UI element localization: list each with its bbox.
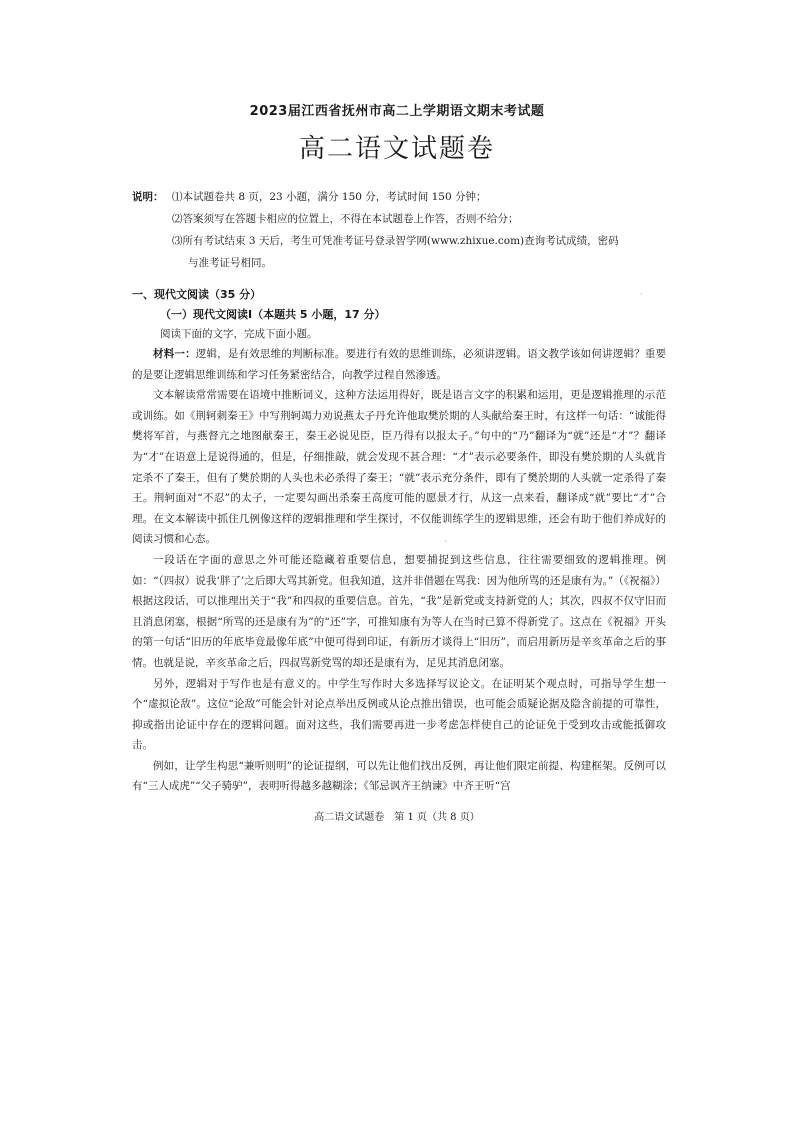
reading-instruction: 阅读下面的文字，完成下面小题。 [160,328,318,340]
passage-paragraph [132,344,666,385]
page-footer: 高二语文试题卷 第 1 页（共 8 页） [314,812,480,823]
paragraph-text: 逻辑，是有效思维的判断标准。要进行有效的思维训练，必须讲逻辑。语文教学该如何讲逻辑？重要的是要让逻辑思维训练和学习任务紧密结合，向教学过程自然渗透。 [132,348,667,381]
exam-header-title: 2023届江西省抚州市高二上学期语文期末考试题 [249,104,545,119]
passage-paragraph: 文本解读常常需要在语境中推断词义，这种方法运用得好，既是语言文字的积累和运用，更是逻辑推理的示范或训练。如《荆轲刺秦王》中写荆轲竭力劝说燕太子丹允许他取樊於期的人头献给秦王时，有这样一句话：“诚能得樊将军首，与燕督亢之地图献秦王，秦王必说见臣，臣乃得有以报太子。”句中的“乃”翻译为“就”还是“才”？翻译为“才”在语意上是说得通的，但是，仔细推敲，就会发现不甚合理：“才”表示必要条件，即没有樊於期的人头就肯定杀不了秦王，但有了樊於期的人头也未必杀得了秦王；“就”表示充分条件，即有了樊於期的人头就一定杀得了秦王。荆轲面对“不忍”的太子，一定要勾画出杀秦王高度可能的愿景才行，从这一点来看，翻译成“就”要比“才”合理。在文本解读中抓住几例像这样的逻辑推理和学生探讨，不仅能训练学生的逻辑思维，还会有助于他们养成好的阅读习惯和心态。 [132,389,666,546]
section-title: 一、现代文阅读（35 分） [132,288,262,301]
scan-speck: · [640,290,643,299]
instruction-item-1: ⑴本试题卷共 8 页，23 小题，满分 150 分，考试时间 150 分钟； [172,191,487,203]
instruction-item-2: ⑵答案须写在答题卡相应的位置上，不得在本试题卷上作答，否则不给分； [172,213,519,225]
paper-title: 高二语文试题卷 [298,134,495,164]
reading-passage [132,344,666,797]
instruction-item-3: ⑶所有考试结束 3 天后，考生可凭准考证号登录智学网(www.zhixue.com)查询考试成绩，密码 [172,235,619,247]
scan-speck: ` [444,540,448,549]
passage-paragraph: 另外，逻辑对于写作也是有意义的。中学生写作时大多选择写议论文。在证明某个观点时，可指导学生想一个“虚拟论敌”。这位“论敌”可能会针对论点举出反例或从论点推出错误，也可能会质疑论据及隐含前提的可靠性，抑或指出论证中存在的逻辑问题。面对这些，我们需要再进一步考虑怎样使自己的论证免于受到攻击或能抵御攻击。 [132,677,666,752]
material-label: 材料一： [153,348,196,360]
instruction-item-3-cont: 与准考证号相同。 [188,257,272,269]
instructions-block [132,186,672,274]
instruction-row [132,186,672,208]
subsection-title: （一）现代文阅读Ⅰ（本题共 5 小题，17 分） [160,308,386,321]
instructions-lead: 说明： [132,191,164,203]
passage-paragraph: 例如，让学生构思“兼听则明”的论证提纲，可以先让他们找出反例，再让他们限定前提、构建框架。反例可以有“三人成虎”“父子骑驴”，表明听得越多越糊涂；《邹忌讽齐王纳谏》中齐王听“宫 [132,759,666,793]
passage-paragraph: 一段话在字面的意思之外可能还隐藏着重要信息，想要捕捉到这些信息，往往需要细致的逻辑推理。例如：“（四叔）说我‘胖了’之后即大骂其新党。但我知道，这并非借题在骂我：因为他所骂的还是康有为。”（《祝福》）根据这段话，可以推理出关于“我”和四叔的重要信息。首先，“我”是新党或支持新党的人；其次，四叔不仅守旧而且消息闭塞，根据“所骂的还是康有为”的“还”字，可推知康有为等人在当时已算不得新党了。这点在《祝福》开头的第一句话“旧历的年底毕竟最像年底”中便可得到印证，有新历才谈得上“旧历”，而启用新历是辛亥革命之后的事情。也就是说，辛亥革命之后，四叔骂新党骂的却还是康有为，足见其消息闭塞。 [132,553,666,669]
